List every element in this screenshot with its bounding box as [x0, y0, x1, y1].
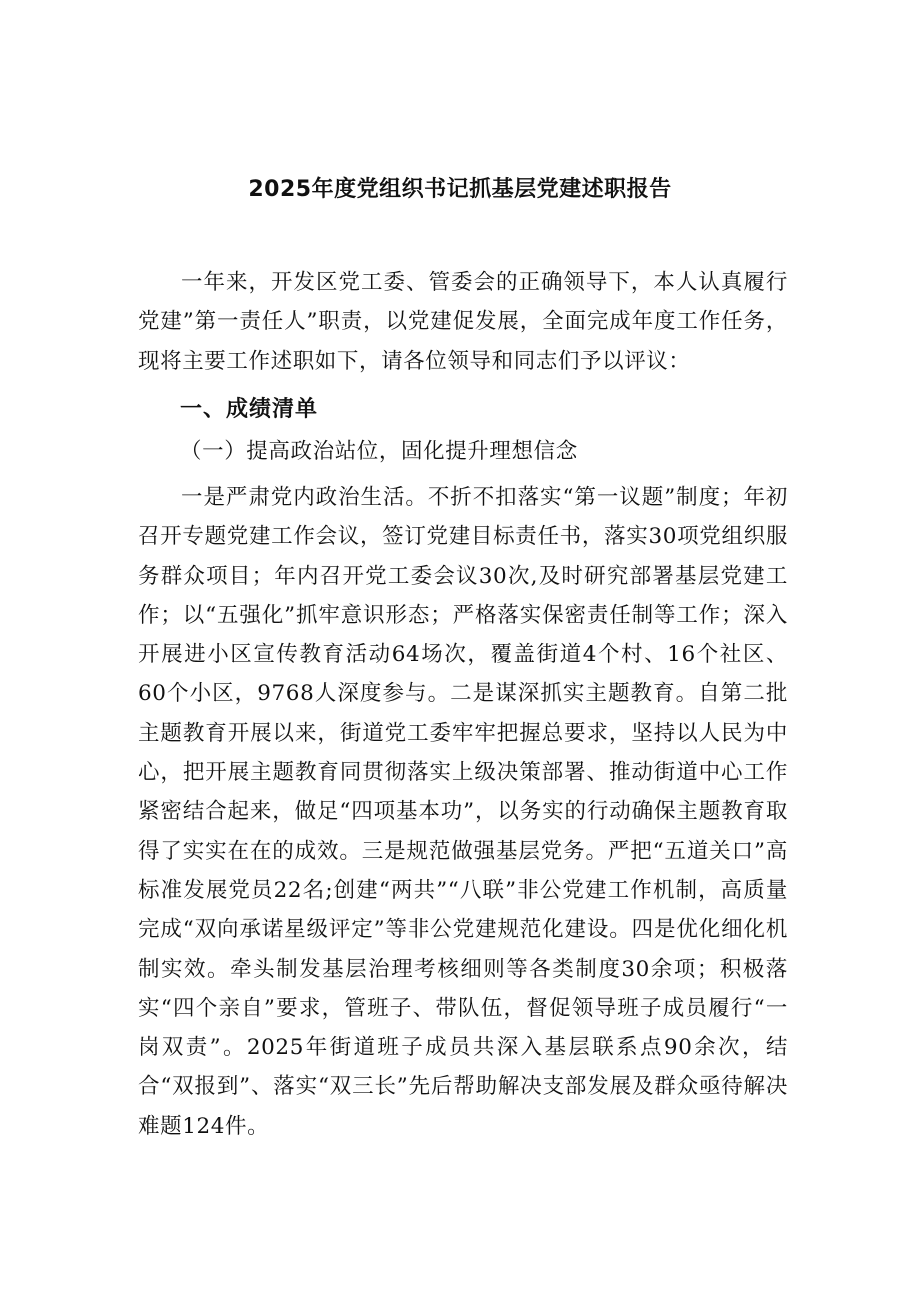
intro-paragraph: 一年来，开发区党工委、管委会的正确领导下，本人认真履行党建”第一责任人”职责，以党建促发展，全面完成年度工作任务，现将主要工作述职如下，请各位领导和同志们予以评议：: [138, 270, 788, 374]
document-title: 2025年度党组织书记抓基层党建述职报告: [248, 177, 672, 202]
section-heading: 一、成绩清单: [180, 397, 319, 422]
subsection-heading: （一）提高政治站位，固化提升理想信念: [180, 439, 578, 464]
body-paragraph: 一是严肃党内政治生活。不折不扣落实“第一议题”制度；年初召开专题党建工作会议，签订党建目标责任书，落实30项党组织服务群众项目；年内召开党工委会议30次,及时研究部署基层党建工作；以“五强化”抓牢意识形态；严格落实保密责任制等工作；深入开展进小区宣传教育活动64场次，覆盖街道4个村、16个社区、60个小区，9768人深度参与。二是谋深抓实主题教育。自第二批主题教育开展以来，街道党工委牢牢把握总要求，坚持以人民为中心，把开展主题教育同贯彻落实上级决策部署、推动街道中心工作紧密结合起来，做足“四项基本功”，以务实的行动确保主题教育取得了实实在在的成效。三是规范做强基层党务。严把“五道关口”高标准发展党员22名;创建“两共”“八联”非公党建工作机制，高质量完成“双向承诺星级评定”等非公党建规范化建设。四是优化细化机制实效。牵头制发基层治理考核细则等各类制度30余项；积极落实“四个亲自”要求，管班子、带队伍，督促领导班子成员履行“一岗双责”。2025年街道班子成员共深入基层联系点90余次，结合“双报到”、落实“双三长”先后帮助解决支部发展及群众亟待解决难题124件。: [138, 485, 788, 1139]
